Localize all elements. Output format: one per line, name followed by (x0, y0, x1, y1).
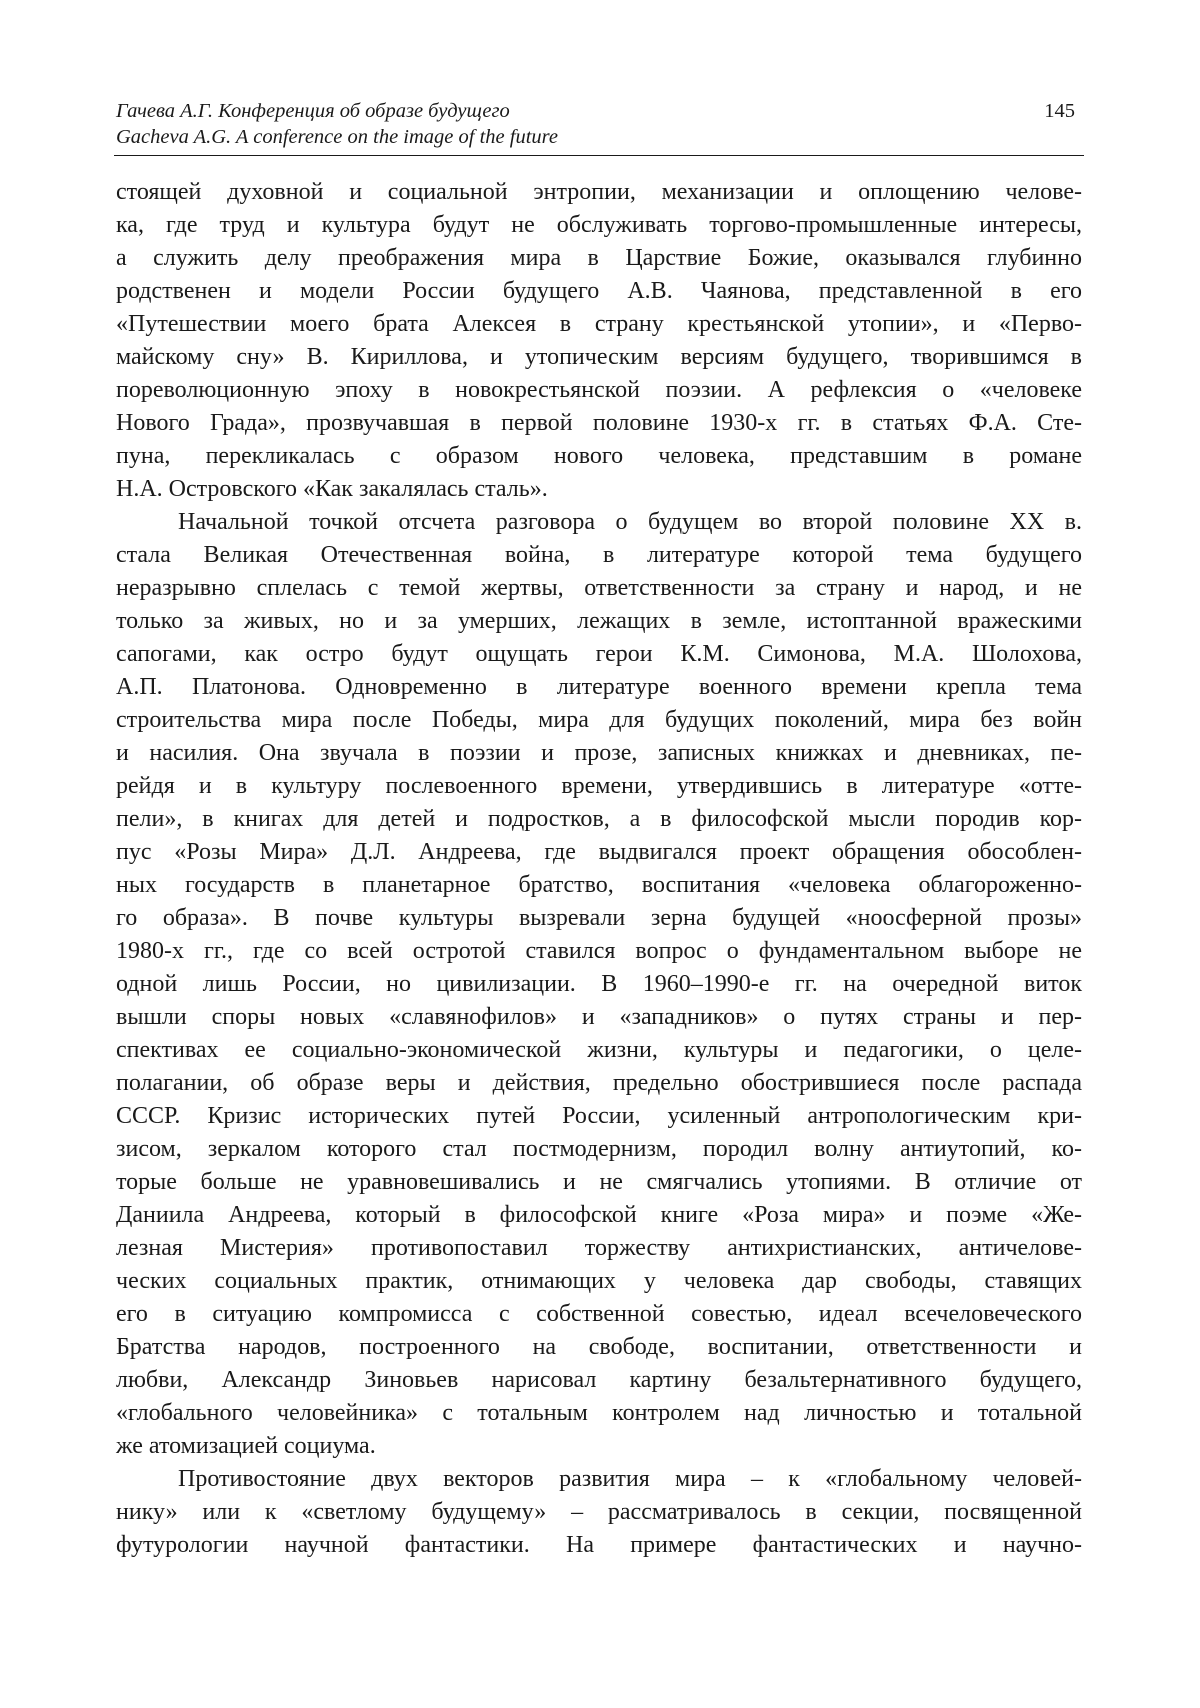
text-line: ческих социальных практик, отнимающих у человека дар свободы, ставящих (116, 1268, 1082, 1294)
text-line: Н.А. Островского «Как закалялась сталь». (116, 476, 548, 502)
running-header (116, 98, 1084, 150)
text-line: стала Великая Отечественная война, в литературе которой тема будущего (116, 542, 1082, 568)
text-line: нику» или к «светлому будущему» – рассматривалось в секции, посвященной (116, 1499, 1082, 1525)
article-body (116, 176, 1082, 1562)
text-line: лезная Мистерия» противопоставил торжеству антихристианских, античелове- (116, 1235, 1082, 1261)
text-line: его в ситуацию компромисса с собственной совестью, идеал всечеловеческого (116, 1301, 1082, 1327)
text-line: сапогами, как остро будут ощущать герои К.М. Симонова, М.А. Шолохова, (116, 641, 1082, 667)
text-line: Даниила Андреева, который в философской книге «Роза мира» и поэме «Же- (116, 1202, 1082, 1228)
text-line: же атомизацией социума. (116, 1433, 376, 1459)
text-line: го образа». В почве культуры вызревали зерна будущей «ноосферной прозы» (116, 905, 1082, 931)
text-line: ных государств в планетарное братство, воспитания «человека облагороженно- (116, 872, 1082, 898)
text-line: Начальной точкой отсчета разговора о будущем во второй половине XX в. (178, 509, 1082, 535)
text-line: Противостояние двух векторов развития мира – к «глобальному человей- (178, 1466, 1082, 1492)
text-line: «глобального человейника» с тотальным контролем над личностью и тотальной (116, 1400, 1082, 1426)
paragraph (116, 506, 1082, 1463)
text-line: майскому сну» В. Кириллова, и утопическим версиям будущего, творившимся в (116, 344, 1082, 370)
text-line: торые больше не уравновешивались и не смягчались утопиями. В отличие от (116, 1169, 1082, 1195)
text-line: «Путешествии моего брата Алексея в страну крестьянской утопии», и «Перво- (116, 311, 1082, 337)
text-line: только за живых, но и за умерших, лежащих в земле, истоптанной вражескими (116, 608, 1082, 634)
text-line: пуна, перекликалась с образом нового человека, представшим в романе (116, 443, 1082, 469)
text-line: вышли споры новых «славянофилов» и «западников» о путях страны и пер- (116, 1004, 1082, 1030)
header-title-en: Gacheva A.G. A conference on the image of the future (116, 126, 558, 148)
text-line: полагании, об образе веры и действия, предельно обострившиеся после распада (116, 1070, 1082, 1096)
text-line: футурологии научной фантастики. На примере фантастических и научно- (116, 1532, 1082, 1558)
text-line: родственен и модели России будущего А.В. Чаянова, представленной в его (116, 278, 1082, 304)
text-line: спективах ее социально-экономической жизни, культуры и педагогики, о целе- (116, 1037, 1082, 1063)
text-line: ка, где труд и культура будут не обслуживать торгово-промышленные интересы, (116, 212, 1082, 238)
text-line: а служить делу преображения мира в Царствие Божие, оказывался глубинно (116, 245, 1082, 271)
text-line: и насилия. Она звучала в поэзии и прозе, записных книжках и дневниках, пе- (116, 740, 1082, 766)
header-title-ru: Гачева А.Г. Конференция об образе будущего (116, 100, 510, 122)
text-line: зисом, зеркалом которого стал постмодернизм, породил волну антиутопий, ко- (116, 1136, 1082, 1162)
paragraph (116, 1463, 1082, 1562)
text-line: Братства народов, построенного на свободе, воспитании, ответственности и (116, 1334, 1082, 1360)
text-line: одной лишь России, но цивилизации. В 1960–1990-е гг. на очередной виток (116, 971, 1082, 997)
text-line: любви, Александр Зиновьев нарисовал картину безальтернативного будущего, (116, 1367, 1082, 1393)
text-line: Нового Града», прозвучавшая в первой половине 1930-х гг. в статьях Ф.А. Сте- (116, 410, 1082, 436)
text-line: А.П. Платонова. Одновременно в литературе военного времени крепла тема (116, 674, 1082, 700)
page-number: 145 (1044, 100, 1075, 122)
text-line: неразрывно сплелась с темой жертвы, ответственности за страну и народ, и не (116, 575, 1082, 601)
text-line: пус «Розы Мира» Д.Л. Андреева, где выдвигался проект обращения обособлен- (116, 839, 1082, 865)
paragraph (116, 176, 1082, 506)
header-divider (114, 155, 1084, 156)
text-line: СССР. Кризис исторических путей России, усиленный антропологическим кри- (116, 1103, 1082, 1129)
text-line: пели», в книгах для детей и подростков, а в философской мысли породив кор- (116, 806, 1082, 832)
text-line: рейдя и в культуру послевоенного времени, утвердившись в литературе «отте- (116, 773, 1082, 799)
text-line: 1980-х гг., где со всей остротой ставился вопрос о фундаментальном выборе не (116, 938, 1082, 964)
text-line: стоящей духовной и социальной энтропии, механизации и оплощению челове- (116, 179, 1082, 205)
text-line: пореволюционную эпоху в новокрестьянской поэзии. А рефлексия о «человеке (116, 377, 1082, 403)
text-line: строительства мира после Победы, мира для будущих поколений, мира без войн (116, 707, 1082, 733)
